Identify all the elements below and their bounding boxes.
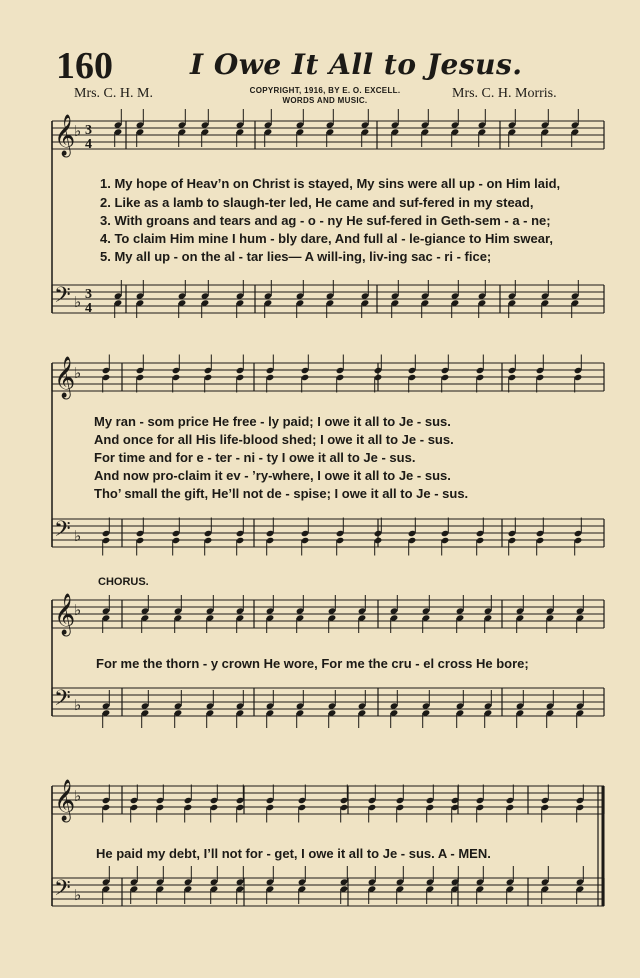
copyright-line-1: COPYRIGHT, 1916, BY E. O. EXCELL. bbox=[249, 86, 401, 95]
verse-5-line-b: Tho’ small the gift, He’ll not de - spise; I owe it all to Je - sus. bbox=[94, 486, 469, 501]
flat-sign-icon: ♭ bbox=[74, 886, 82, 904]
copyright-line-2: WORDS AND MUSIC. bbox=[282, 96, 368, 105]
flat-sign-icon: ♭ bbox=[74, 696, 82, 714]
flat-sign-icon: ♭ bbox=[74, 122, 82, 140]
flat-sign-icon: ♭ bbox=[74, 527, 82, 545]
verse-4-line-a: 4. To claim Him mine I hum - bly dare, And full al - le-giance to Him swear, bbox=[100, 231, 553, 246]
bass-clef-icon: 𝄢 bbox=[54, 283, 71, 313]
treble-clef-icon: 𝄞 bbox=[54, 115, 76, 156]
verse-2-line-b: And once for all His life-blood shed; I owe it all to Je - sus. bbox=[94, 432, 454, 447]
chorus-line-1: For me the thorn - y crown He wore, For me the cru - el cross He bore; bbox=[96, 656, 529, 671]
verse-1-line-a: 1. My hope of Heav’n on Christ is stayed, My sins were all up - on Him laid, bbox=[100, 176, 561, 191]
time-signature-bottom: 4 bbox=[85, 137, 92, 152]
treble-clef-icon: 𝄞 bbox=[54, 780, 76, 821]
verse-3-line-b: For time and for e - ter - ni - ty I owe it all to Je - sus. bbox=[94, 450, 416, 465]
treble-clef-icon: 𝄞 bbox=[54, 357, 76, 398]
flat-sign-icon: ♭ bbox=[74, 601, 82, 619]
flat-sign-icon: ♭ bbox=[74, 787, 82, 805]
chorus-line-2: He paid my debt, I’ll not for - get, I owe it all to Je - sus. A - MEN. bbox=[96, 846, 491, 861]
composer-credit: Mrs. C. H. Morris. bbox=[452, 86, 557, 101]
flat-sign-icon: ♭ bbox=[74, 293, 82, 311]
time-signature-bottom: 4 bbox=[85, 301, 92, 316]
verse-2-line-a: 2. Like as a lamb to slaugh-ter led, He came and suf-fered in my stead, bbox=[100, 195, 534, 210]
chorus-label: CHORUS. bbox=[98, 576, 149, 588]
lyricist-credit: Mrs. C. H. M. bbox=[74, 86, 153, 101]
bass-clef-icon: 𝄢 bbox=[54, 686, 71, 716]
hymn-number: 160 bbox=[56, 45, 113, 87]
treble-clef-icon: 𝄞 bbox=[54, 594, 76, 635]
bass-clef-icon: 𝄢 bbox=[54, 517, 71, 547]
hymn-title: I Owe It All to Jesus. bbox=[190, 48, 523, 81]
time-signature-top: 3 bbox=[85, 287, 92, 302]
verse-3-line-a: 3. With groans and tears and ag - o - ny He suf-fered in Geth-sem - a - ne; bbox=[100, 213, 551, 228]
verse-1-line-b: My ran - som price He free - ly paid; I owe it all to Je - sus. bbox=[94, 414, 451, 429]
bass-clef-icon: 𝄢 bbox=[54, 876, 71, 906]
flat-sign-icon: ♭ bbox=[74, 364, 82, 382]
verse-4-line-b: And now pro-claim it ev - ’ry-where, I owe it all to Je - sus. bbox=[94, 468, 451, 483]
verse-5-line-a: 5. My all up - on the al - tar lies— A will-ing, liv-ing sac - ri - fice; bbox=[100, 249, 492, 264]
time-signature-top: 3 bbox=[85, 123, 92, 138]
